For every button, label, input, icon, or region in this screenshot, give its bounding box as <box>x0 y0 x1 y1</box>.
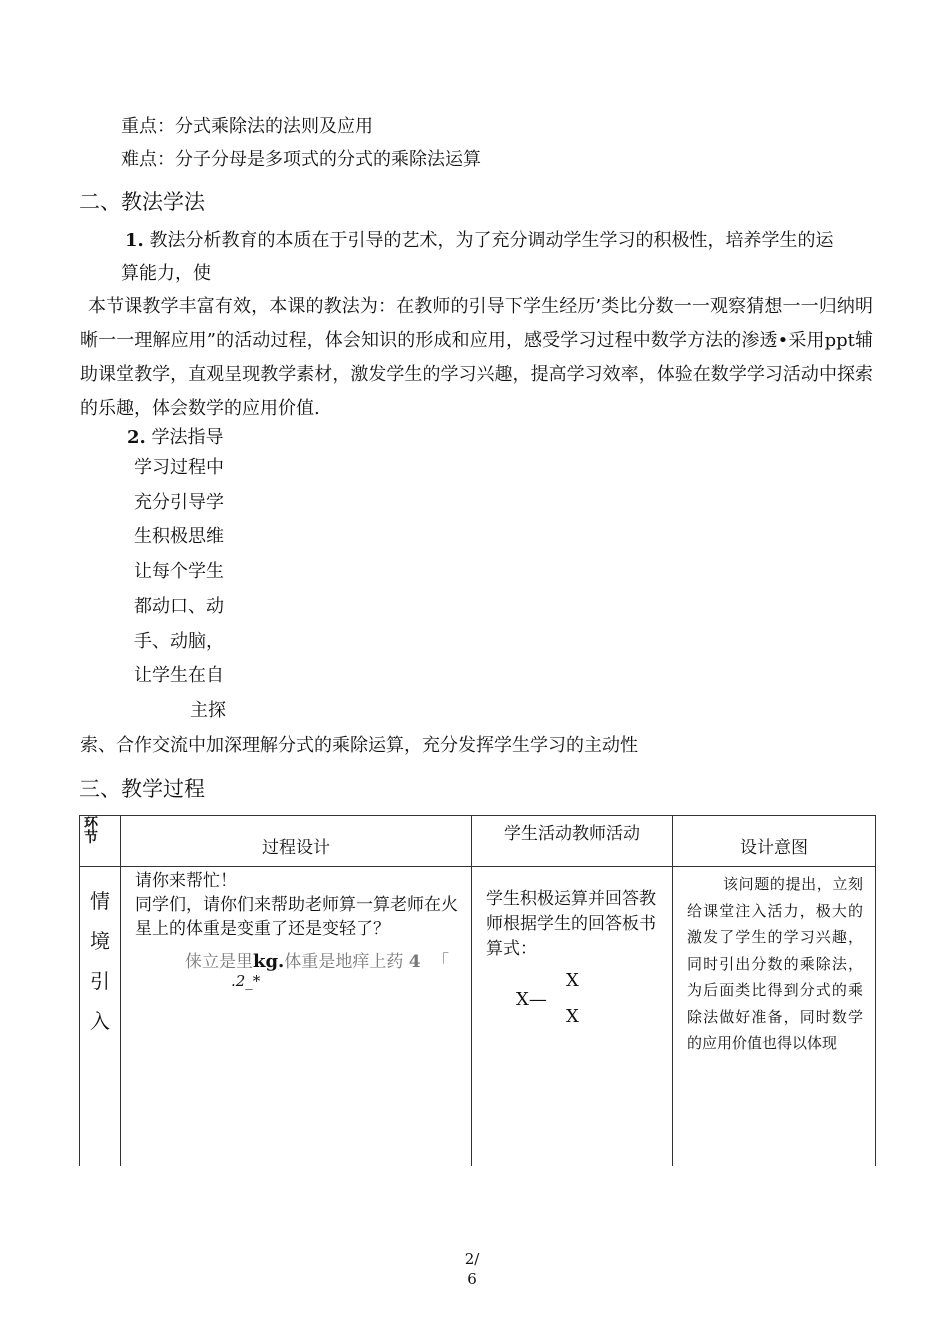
difficulty-line: 难点：分子分母是多项式的分式的乘除法运算 <box>121 149 481 170</box>
section-heading-process: 三、教学过程 <box>79 777 205 801</box>
stage-cell <box>80 867 121 1166</box>
expr-top: X <box>566 970 579 991</box>
stage-char: 境 <box>90 929 110 953</box>
page-number-bottom: 6 <box>467 1270 477 1288</box>
activity-cell <box>472 867 673 1166</box>
study-method-line: 生积极思维 <box>134 526 224 548</box>
stage-char: 入 <box>90 1009 110 1033</box>
study-method-continue: 索、合作交流中加深理解分式的乘除运算，充分发挥学生学习的主动性 <box>80 735 638 756</box>
study-method-line: 让学生在自 <box>134 665 224 687</box>
study-method-line: 充分引导学 <box>134 491 224 513</box>
header-process-design: 过程设计 <box>121 816 472 867</box>
item1-text: 教法分析教育的本质在于引导的艺术，为了充分调动学生学习的积极性，培养学生的运 <box>149 230 834 251</box>
item1-line2: 算能力，使 <box>121 263 211 284</box>
expr-mid: X— <box>516 989 547 1010</box>
fraction-expression <box>472 962 672 1042</box>
study-method-line: 让每个学生 <box>134 561 224 583</box>
process-body: 同学们，请你们来帮助老师算一算老师在火星上的体重是变重了还是变轻了？ <box>135 895 458 939</box>
process-title: 请你来帮忙！ <box>135 871 237 891</box>
item2-title: 学法指导 <box>151 427 224 448</box>
teaching-method-paragraph: 本节课教学丰富有效，本课的教法为：在教师的引导下学生经历’类比分数一一观察猜想一一归纳明晰一一理解应用”的活动过程，体会知识的形成和应用，感受学习过程中数学方法的渗透•采用ppt辅助课堂教学，直观呈现教学素材，激发学生的学习兴趣，提高学习效率，体验在数学学习活动中探索的乐趣，体会数学的应用价值. <box>80 296 873 419</box>
item1-number: 1. <box>125 230 144 251</box>
section-heading-methods: 二、教法学法 <box>79 190 205 214</box>
item2-heading <box>127 421 224 455</box>
formula-line: 俫立是里kg.体重是地痒上药 4 「 <box>185 951 449 972</box>
study-method-line: 手、动脑， <box>134 630 224 652</box>
formula-subscript: .2_* <box>231 972 261 990</box>
item2-number: 2. <box>127 427 146 448</box>
header-design-intent: 设计意图 <box>673 816 876 867</box>
table-header-row <box>80 816 876 867</box>
study-method-line: 学习过程中 <box>134 457 224 478</box>
study-method-column <box>134 451 224 694</box>
intent-text: 该问题的提出，立刻给课堂注入活力，极大的激发了学生的学习兴趣，同时引出分数的乘除法，为后面类比得到分式的乘除法做好准备，同时数学的应用价值也得以体现 <box>687 875 863 1052</box>
page-number-top: 2/ <box>464 1250 480 1268</box>
intent-cell <box>673 867 876 1166</box>
page-number <box>460 1249 484 1289</box>
study-method-line: 都动口、动 <box>134 595 224 617</box>
study-method-tail: 主探 <box>190 700 226 721</box>
teaching-process-table <box>79 815 876 1166</box>
expr-bot: X <box>566 1006 579 1027</box>
process-cell <box>121 867 472 1166</box>
activity-text: 学生积极运算并回答教师根据学生的回答板书算式： <box>486 889 656 959</box>
table-row <box>80 867 876 1166</box>
header-activities: 学生活动教师活动 <box>472 816 673 867</box>
key-point-line: 重点：分式乘除法的法则及应用 <box>121 116 373 137</box>
header-stage: 环 节 <box>80 816 121 867</box>
stage-char: 情 <box>90 889 110 913</box>
item1-line1 <box>125 224 834 258</box>
stage-char: 引 <box>90 969 110 993</box>
